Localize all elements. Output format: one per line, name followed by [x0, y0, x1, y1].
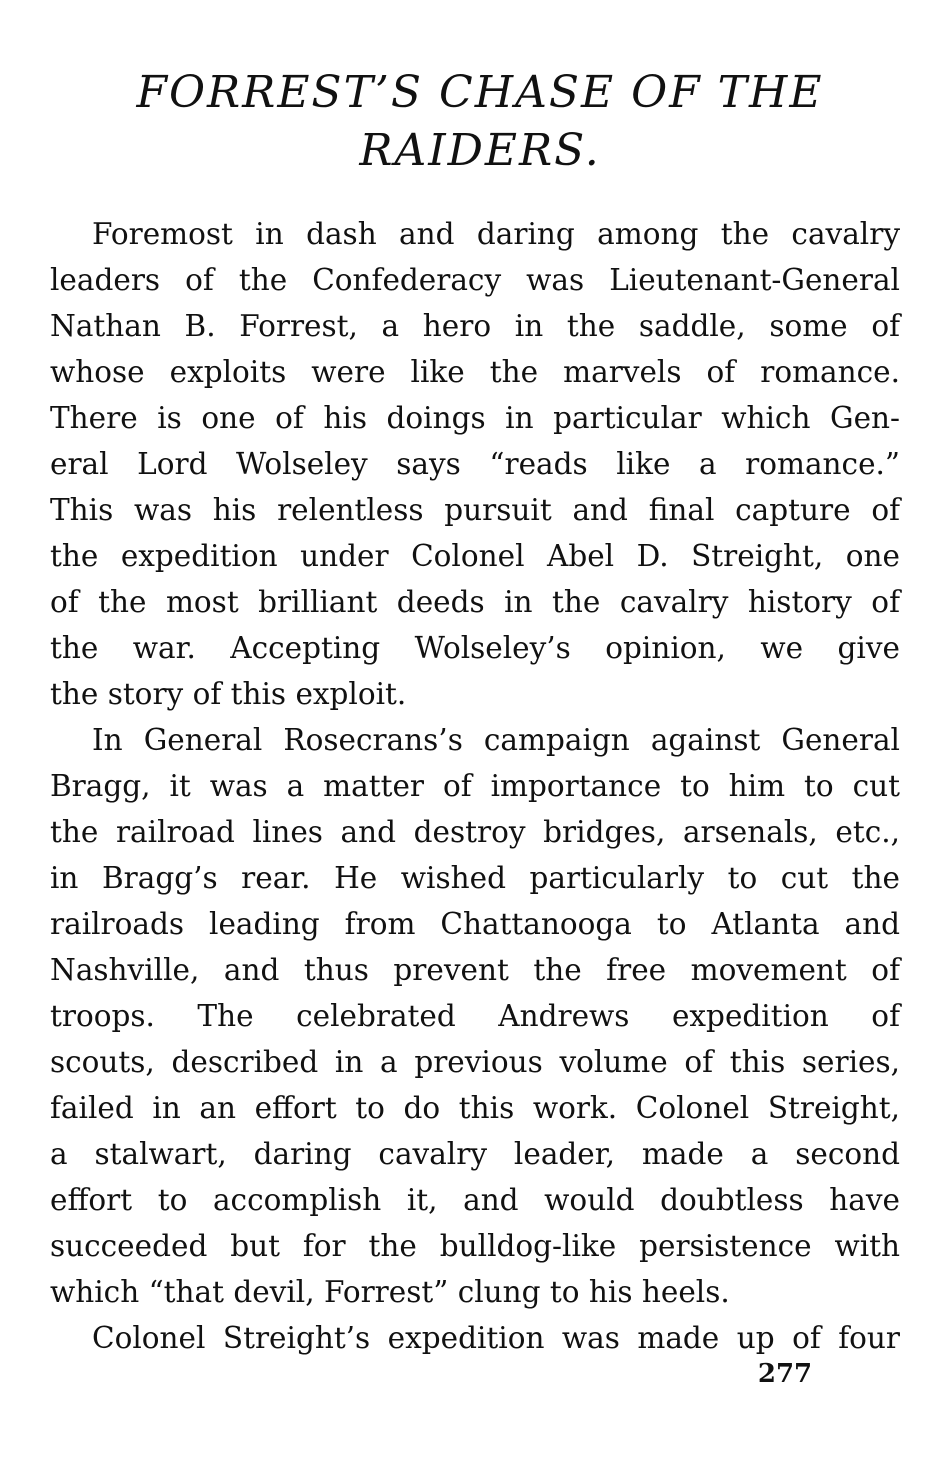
text-line: scouts, described in a previous volume of this series,	[50, 1045, 900, 1079]
text-line: Bragg, it was a matter of importance to him to cut	[50, 769, 900, 803]
text-line: Colonel Streight’s expedition was made up of four	[92, 1321, 900, 1355]
text-line: In General Rosecrans’s campaign against General	[92, 723, 900, 757]
text-line: This was his relentless pursuit and final capture of	[50, 493, 900, 527]
text-line: failed in an effort to do this work. Colonel Streight,	[50, 1091, 900, 1125]
text-line: Nathan B. Forrest, a hero in the saddle, some of	[50, 309, 900, 343]
text-line: railroads leading from Chattanooga to Atlanta and	[50, 907, 900, 941]
text-line: leaders of the Confederacy was Lieutenant-General	[50, 263, 900, 297]
text-line: in Bragg’s rear. He wished particularly to cut the	[50, 861, 900, 895]
text-line: eral Lord Wolseley says “reads like a romance.”	[50, 447, 900, 481]
text-line: the story of this exploit.	[50, 677, 407, 711]
chapter-title-line-2: RAIDERS.	[359, 125, 601, 176]
text-line: effort to accomplish it, and would doubtless have	[50, 1183, 900, 1217]
text-line: Foremost in dash and daring among the cavalry	[92, 217, 900, 251]
text-line: a stalwart, daring cavalry leader, made a second	[50, 1137, 900, 1171]
chapter-title-line-1: FORREST’S CHASE OF THE	[136, 67, 824, 118]
text-line: the railroad lines and destroy bridges, arsenals, etc.,	[50, 815, 900, 849]
text-line: the war. Accepting Wolseley’s opinion, we give	[50, 631, 900, 665]
text-line: There is one of his doings in particular which Gen-	[50, 401, 900, 435]
text-line: whose exploits were like the marvels of romance.	[50, 355, 900, 389]
text-line: succeeded but for the bulldog-like persistence with	[50, 1229, 900, 1263]
text-line: the expedition under Colonel Abel D. Streight, one	[50, 539, 900, 573]
text-line: troops. The celebrated Andrews expedition of	[50, 999, 900, 1033]
text-line: which “that devil, Forrest” clung to his heels.	[50, 1275, 730, 1309]
page-number: 277	[757, 1359, 813, 1389]
text-line: Nashville, and thus prevent the free movement of	[50, 953, 900, 987]
text-line: of the most brilliant deeds in the cavalry history of	[50, 585, 900, 619]
